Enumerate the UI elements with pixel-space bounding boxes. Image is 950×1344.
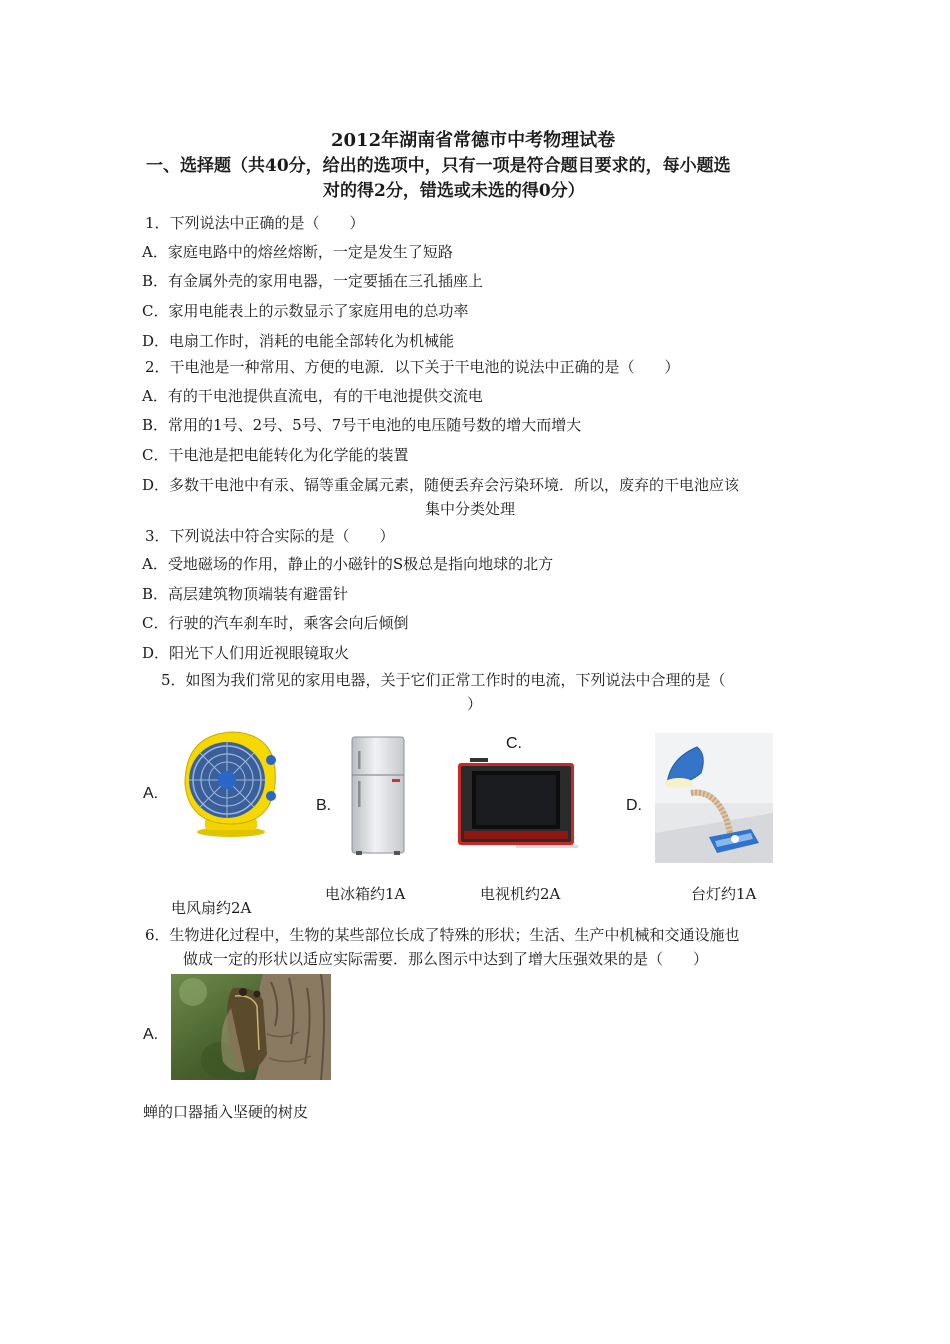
question-5-label-d: D. <box>626 797 642 814</box>
question-5-caption-b: 电冰箱约1A <box>325 885 406 903</box>
section-heading-line2: 对的得2分，错选或未选的得0分） <box>323 181 585 201</box>
question-2-stem: 2．干电池是一种常用、方便的电源．以下关于干电池的说法中正确的是（ ） <box>145 358 680 376</box>
question-1-option-b: B．有金属外壳的家用电器，一定要插在三孔插座上 <box>142 272 484 290</box>
fan-icon <box>171 720 291 840</box>
question-2-option-d-line2: 集中分类处理 <box>425 500 516 518</box>
question-5-label-a: A. <box>143 785 159 802</box>
question-3-option-b: B．高层建筑物顶端装有避雷针 <box>142 585 349 603</box>
desk-lamp-icon <box>655 733 773 863</box>
page-title: 2012年湖南省常德市中考物理试卷 <box>331 130 616 151</box>
question-5-caption-a: 电风扇约2A <box>171 899 252 917</box>
refrigerator-icon <box>346 735 410 857</box>
question-3-option-c: C．行驶的汽车刹车时，乘客会向后倾倒 <box>142 614 409 632</box>
question-1-option-c: C．家用电能表上的示数显示了家庭用电的总功率 <box>142 302 469 320</box>
question-5-label-b: B. <box>316 797 332 814</box>
question-1-stem: 1．下列说法中正确的是（ ） <box>145 214 365 232</box>
question-2-option-b: B．常用的1号、2号、5号、7号干电池的电压随号数的增大而增大 <box>142 416 582 434</box>
question-6-stem-line2: 做成一定的形状以适应实际需要．那么图示中达到了增大压强效果的是（ ） <box>183 950 709 968</box>
question-5-caption-d: 台灯约1A <box>691 885 757 903</box>
question-3-option-a: A．受地磁场的作用，静止的小磁针的S极总是指向地球的北方 <box>142 555 554 573</box>
question-3-option-d: D．阳光下人们用近视眼镜取火 <box>142 644 350 662</box>
question-5-label-c: C. <box>506 735 522 752</box>
question-6-caption-a: 蝉的口器插入坚硬的树皮 <box>143 1103 309 1121</box>
section-heading-line1: 一、选择题（共40分，给出的选项中，只有一项是符合题目要求的，每小题选 <box>146 156 731 176</box>
question-6-label-a: A. <box>143 1026 159 1043</box>
question-2-option-a: A．有的干电池提供直流电，有的干电池提供交流电 <box>142 387 483 405</box>
question-5-stem-line2: ） <box>467 695 483 713</box>
question-3-stem: 3．下列说法中符合实际的是（ ） <box>145 527 395 545</box>
question-2-option-c: C．干电池是把电能转化为化学能的装置 <box>142 446 409 464</box>
question-5-caption-c: 电视机约2A <box>480 885 561 903</box>
question-1-option-a: A．家庭电路中的熔丝熔断，一定是发生了短路 <box>142 243 453 261</box>
question-6-stem-line1: 6．生物进化过程中，生物的某些部位长成了特殊的形状；生活、生产中机械和交通设施也 <box>145 926 740 944</box>
question-1-option-d: D．电扇工作时，消耗的电能全部转化为机械能 <box>142 332 455 350</box>
question-2-option-d-line1: D．多数干电池中有汞、镉等重金属元素，随便丢弃会污染环境．所以，废弃的干电池应该 <box>142 476 740 494</box>
cicada-photo <box>171 974 331 1080</box>
tv-icon <box>456 757 580 851</box>
question-5-stem-line1: 5．如图为我们常见的家用电器，关于它们正常工作时的电流，下列说法中合理的是（ <box>161 671 726 689</box>
